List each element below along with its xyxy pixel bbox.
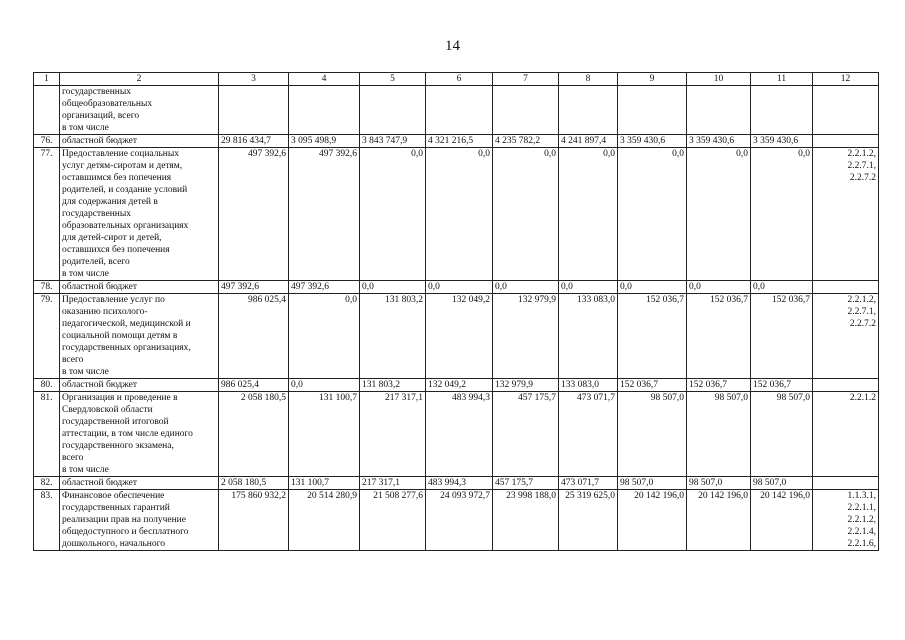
column-header: 4 (289, 73, 360, 86)
value-cell (426, 86, 493, 135)
row-number: 78. (34, 281, 60, 294)
column-header: 5 (360, 73, 426, 86)
value-cell: 0,0 (493, 281, 559, 294)
table-row (34, 294, 879, 379)
column-header: 10 (687, 73, 751, 86)
value-cell: 0,0 (289, 379, 360, 392)
value-cell: 25 319 625,0 (559, 490, 618, 551)
value-cell: 132 979,9 (493, 379, 559, 392)
value-cell: 0,0 (751, 148, 813, 281)
value-cell: 98 507,0 (751, 392, 813, 477)
row-name-line: родителей, всего (62, 257, 130, 267)
value-cell: 132 049,2 (426, 294, 493, 379)
value-cell: 152 036,7 (618, 294, 687, 379)
row-name-line: для детей-сирот и детей, (62, 233, 162, 243)
row-name-line: государственных (62, 209, 132, 219)
value-cell: 3 843 747,9 (360, 135, 426, 148)
value-cell: 24 093 972,7 (426, 490, 493, 551)
value-cell: 131 803,2 (360, 294, 426, 379)
row-name-line: всего (62, 453, 84, 463)
value-cell: 483 994,3 (426, 477, 493, 490)
value-cell: 131 100,7 (289, 477, 360, 490)
program-code: 2.2.7.2 (849, 173, 876, 183)
value-cell: 986 025,4 (219, 294, 289, 379)
row-name-line: аттестации, в том числе единого (62, 429, 193, 439)
row-name (60, 294, 219, 379)
value-cell: 131 803,2 (360, 379, 426, 392)
column-header: 3 (219, 73, 289, 86)
value-cell: 132 979,9 (493, 294, 559, 379)
row-name-line: в том числе (62, 367, 109, 377)
value-cell (687, 86, 751, 135)
row-name-line: государственного экзамена, (62, 441, 174, 451)
value-cell: 98 507,0 (618, 477, 687, 490)
row-name-line: оказанию психолого- (62, 307, 148, 317)
row-name-line: дошкольного, начального (62, 539, 166, 549)
value-cell: 4 235 782,2 (493, 135, 559, 148)
value-cell: 0,0 (618, 281, 687, 294)
column-header: 8 (559, 73, 618, 86)
value-cell (493, 86, 559, 135)
table-row (34, 86, 879, 135)
row-name-line: организаций, всего (62, 111, 140, 121)
table-row (34, 379, 879, 392)
program-code: 2.2.1.1, (847, 503, 876, 513)
value-cell: 0,0 (493, 148, 559, 281)
row-number: 83. (34, 490, 60, 551)
value-cell: 4 241 897,4 (559, 135, 618, 148)
value-cell: 29 816 434,7 (219, 135, 289, 148)
value-cell: 132 049,2 (426, 379, 493, 392)
row-name-line: образовательных организациях (62, 221, 189, 231)
table-row (34, 281, 879, 294)
row-name (60, 379, 219, 392)
row-name-line: педагогической, медицинской и (62, 319, 191, 329)
row-number: 76. (34, 135, 60, 148)
program-code: 2.2.1.2, (847, 295, 876, 305)
row-name (60, 148, 219, 281)
table-body (34, 73, 879, 551)
column-header: 6 (426, 73, 493, 86)
value-cell: 0,0 (559, 281, 618, 294)
row-name-line: в том числе (62, 269, 109, 279)
value-cell: 175 860 932,2 (219, 490, 289, 551)
row-name-line: реализации прав на получение (62, 515, 186, 525)
column-header: 2 (60, 73, 219, 86)
value-cell: 0,0 (559, 148, 618, 281)
table-row (34, 490, 879, 551)
program-code: 1.1.3.1, (847, 491, 876, 501)
value-cell: 0,0 (426, 148, 493, 281)
program-code: 2.2.1.2, (847, 515, 876, 525)
budget-table (33, 72, 879, 551)
row-name-line: в том числе (62, 123, 109, 133)
value-cell: 2 058 180,5 (219, 392, 289, 477)
program-code: 2.2.1.2 (849, 393, 876, 403)
value-cell: 20 514 280,9 (289, 490, 360, 551)
program-codes (813, 294, 879, 379)
value-cell: 98 507,0 (687, 392, 751, 477)
value-cell: 98 507,0 (687, 477, 751, 490)
row-number (34, 86, 60, 135)
value-cell: 2 058 180,5 (219, 477, 289, 490)
row-name-line: общеобразовательных (62, 99, 153, 109)
value-cell: 131 100,7 (289, 392, 360, 477)
row-number: 82. (34, 477, 60, 490)
row-name-line: оставшихся без попечения (62, 245, 170, 255)
row-name-line: Свердловской области (62, 405, 153, 415)
row-name-line: родителей, и создание условий (62, 185, 188, 195)
value-cell: 98 507,0 (618, 392, 687, 477)
program-codes (813, 379, 879, 392)
value-cell: 3 359 430,6 (751, 135, 813, 148)
value-cell: 4 321 216,5 (426, 135, 493, 148)
program-code: 2.2.1.4, (847, 527, 876, 537)
value-cell: 497 392,6 (289, 148, 360, 281)
value-cell (219, 86, 289, 135)
program-codes (813, 490, 879, 551)
value-cell: 0,0 (751, 281, 813, 294)
value-cell: 0,0 (687, 281, 751, 294)
program-code: 2.2.7.1, (847, 161, 876, 171)
row-name-line: оставшимся без попечения (62, 173, 172, 183)
value-cell: 20 142 196,0 (751, 490, 813, 551)
row-name (60, 392, 219, 477)
row-name-line: областной бюджет (62, 478, 138, 488)
value-cell: 3 095 498,9 (289, 135, 360, 148)
value-cell: 21 508 277,6 (360, 490, 426, 551)
value-cell: 152 036,7 (618, 379, 687, 392)
row-name-line: социальной помощи детям в (62, 331, 178, 341)
value-cell: 217 317,1 (360, 477, 426, 490)
value-cell (360, 86, 426, 135)
header-row (34, 73, 879, 86)
column-header: 11 (751, 73, 813, 86)
row-name-line: услуг детям-сиротам и детям, (62, 161, 183, 171)
value-cell: 0,0 (289, 294, 360, 379)
row-name-line: областной бюджет (62, 282, 138, 292)
value-cell: 152 036,7 (687, 379, 751, 392)
value-cell (751, 86, 813, 135)
table-row (34, 148, 879, 281)
row-number: 80. (34, 379, 60, 392)
value-cell: 20 142 196,0 (618, 490, 687, 551)
value-cell: 133 083,0 (559, 379, 618, 392)
program-code: 2.2.7.2 (849, 319, 876, 329)
value-cell: 0,0 (360, 281, 426, 294)
value-cell: 0,0 (687, 148, 751, 281)
program-codes (813, 477, 879, 490)
row-name (60, 490, 219, 551)
value-cell: 152 036,7 (751, 294, 813, 379)
value-cell: 152 036,7 (687, 294, 751, 379)
value-cell: 0,0 (426, 281, 493, 294)
program-code: 2.2.1.6, (847, 539, 876, 549)
table-row (34, 477, 879, 490)
program-code: 2.2.7.1, (847, 307, 876, 317)
program-codes (813, 392, 879, 477)
value-cell: 152 036,7 (751, 379, 813, 392)
row-name-line: Предоставление социальных (62, 149, 180, 159)
value-cell: 217 317,1 (360, 392, 426, 477)
row-name (60, 477, 219, 490)
value-cell: 3 359 430,6 (618, 135, 687, 148)
value-cell: 497 392,6 (219, 148, 289, 281)
row-number: 77. (34, 148, 60, 281)
page-number: 14 (445, 38, 460, 54)
value-cell (559, 86, 618, 135)
value-cell (289, 86, 360, 135)
column-header: 9 (618, 73, 687, 86)
value-cell: 457 175,7 (493, 392, 559, 477)
row-name-line: государственных гарантий (62, 503, 170, 513)
value-cell: 20 142 196,0 (687, 490, 751, 551)
row-name-line: для содержания детей в (62, 197, 158, 207)
row-name-line: областной бюджет (62, 380, 138, 390)
row-name-line: Финансовое обеспечение (62, 491, 165, 501)
column-header: 12 (813, 73, 879, 86)
row-name-line: Предоставление услуг по (62, 295, 165, 305)
value-cell: 497 392,6 (289, 281, 360, 294)
value-cell: 986 025,4 (219, 379, 289, 392)
row-name-line: общедоступного и бесплатного (62, 527, 189, 537)
row-name-line: Организация и проведение в (62, 393, 178, 403)
program-codes (813, 135, 879, 148)
row-name-line: областной бюджет (62, 136, 138, 146)
row-name (60, 86, 219, 135)
value-cell: 473 071,7 (559, 392, 618, 477)
table-row (34, 392, 879, 477)
value-cell: 497 392,6 (219, 281, 289, 294)
row-name-line: государственной итоговой (62, 417, 169, 427)
program-codes (813, 148, 879, 281)
table-row (34, 135, 879, 148)
value-cell (618, 86, 687, 135)
row-name-line: в том числе (62, 465, 109, 475)
row-number: 79. (34, 294, 60, 379)
program-codes (813, 86, 879, 135)
program-codes (813, 281, 879, 294)
column-header: 7 (493, 73, 559, 86)
row-name-line: государственных организациях, (62, 343, 191, 353)
value-cell: 0,0 (360, 148, 426, 281)
value-cell: 133 083,0 (559, 294, 618, 379)
value-cell: 3 359 430,6 (687, 135, 751, 148)
value-cell: 483 994,3 (426, 392, 493, 477)
row-name-line: государственных (62, 87, 132, 97)
row-number: 81. (34, 392, 60, 477)
value-cell: 457 175,7 (493, 477, 559, 490)
value-cell: 23 998 188,0 (493, 490, 559, 551)
row-name (60, 281, 219, 294)
value-cell: 0,0 (618, 148, 687, 281)
column-header: 1 (34, 73, 60, 86)
value-cell: 98 507,0 (751, 477, 813, 490)
value-cell: 473 071,7 (559, 477, 618, 490)
program-code: 2.2.1.2, (847, 149, 876, 159)
row-name (60, 135, 219, 148)
row-name-line: всего (62, 355, 84, 365)
